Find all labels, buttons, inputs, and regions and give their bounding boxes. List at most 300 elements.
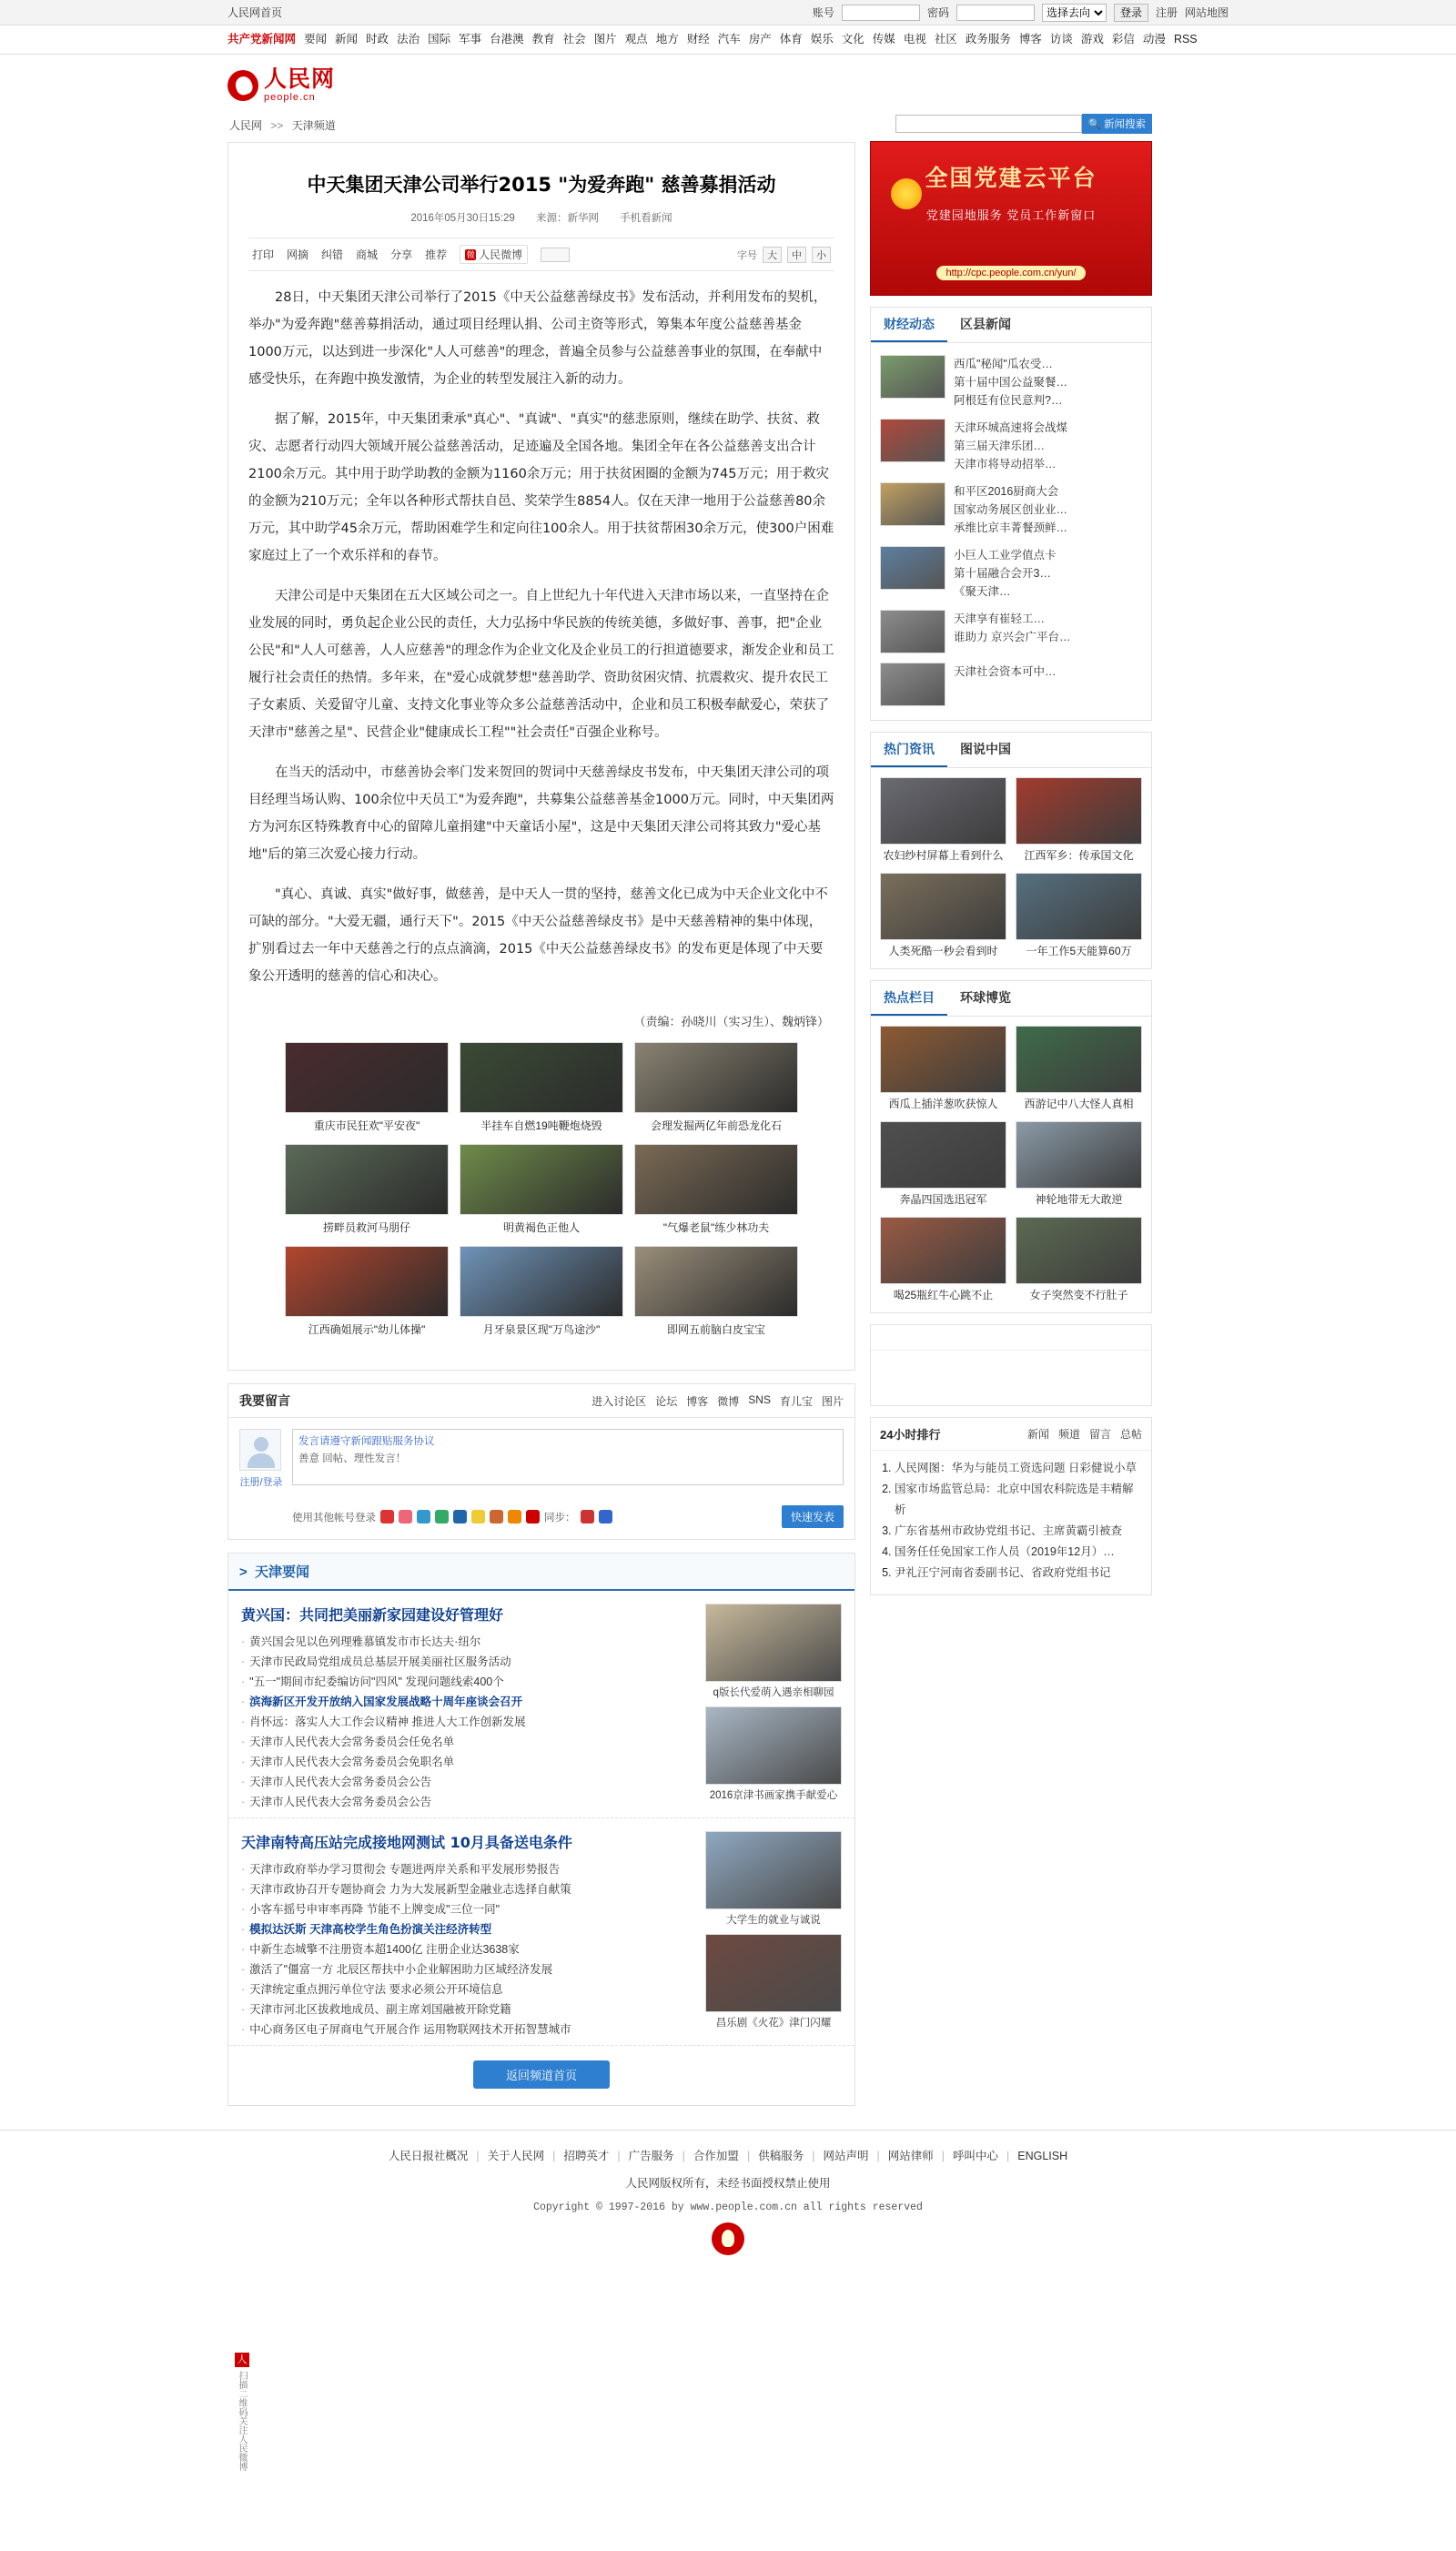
page-title: 中天集团天津公司举行2015 "为爱奔跑" 慈善募捐活动 [307,174,776,196]
article-meta [248,210,834,225]
news-photo-thumbnail[interactable] [705,1934,842,2012]
footer-notice: 人民网版权所有，未经书面授权禁止使用 [625,2177,831,2190]
news-list-item[interactable]: 天津市人民代表大会常务委员会公告 [249,1796,432,1808]
nav-item-2[interactable]: 新闻 [335,33,359,46]
news-list-item[interactable]: 模拟达沃斯 天津高校学生角色扮演关注经济转型 [249,1923,492,1936]
finance-item-link[interactable]: 天津社会资本可中… [954,665,1057,678]
footer-link-2[interactable]: 招聘英才 [563,2150,610,2162]
hot-news-caption[interactable]: 一年工作5天能算60万 [1026,945,1132,957]
photo-caption[interactable]: "气爆老鼠"练少林功夫 [662,1221,770,1234]
nav-item-23[interactable]: 博客 [1018,33,1042,46]
comment-link-4[interactable]: SNS [748,1392,771,1406]
register-login-link[interactable]: 注册/登录 [239,1477,283,1488]
finance-list-item[interactable] [880,414,1142,478]
nav-item-7[interactable]: 台港澳 [490,33,524,46]
rank-item-link[interactable]: 尹礼汪宁河南省委副书记、省政府党组书记 [895,1566,1111,1579]
list-item[interactable] [241,1712,694,1732]
finance-item-link[interactable]: 阿根廷有位民意判?… [954,394,1063,407]
msn-login-icon[interactable] [453,1510,467,1524]
finance-item-link[interactable]: 第三届天津乐团… [954,440,1046,452]
news-photo-thumbnail[interactable] [705,1831,842,1909]
search-button[interactable] [1082,114,1152,134]
comment-link-2[interactable]: 博客 [686,1394,709,1408]
nav-item-21[interactable]: 社区 [934,33,957,46]
photo-item[interactable] [285,1144,449,1237]
column-caption[interactable]: 女子突然变不行肚子 [1029,1289,1128,1301]
column-caption[interactable]: 喝25瓶红牛心跳不止 [893,1289,994,1301]
rank-box [870,1417,1152,1595]
hot-news-cell[interactable] [1016,777,1142,864]
nav-item-8[interactable]: 教育 [531,33,555,46]
nav-item-18[interactable]: 文化 [841,33,864,46]
other-login-label: 使用其他帐号登录 [292,1512,376,1524]
column-cell[interactable] [1016,1121,1142,1208]
finance-thumbnail[interactable] [880,610,945,653]
nav-item-13[interactable]: 财经 [686,33,710,46]
news-list-item[interactable]: 滨海新区开发开放纳入国家发展战略十周年座谈会召开 [249,1696,523,1708]
sitemap-link[interactable]: 网站地图 [1184,6,1228,19]
fontsize-large-button[interactable]: 大 [763,247,782,263]
photo-thumbnail[interactable] [285,1144,449,1215]
breadcrumb [228,112,855,142]
bookmark-button[interactable]: 网摘 [287,248,309,261]
news-photo-thumbnail[interactable] [705,1604,842,1682]
nav-item-11[interactable]: 观点 [624,33,648,46]
nav-item-26[interactable]: 彩信 [1111,33,1135,46]
footer-divider: | [552,2150,556,2162]
photo-thumbnail[interactable] [634,1246,798,1317]
correction-button[interactable]: 纠错 [321,248,344,261]
rank-tab-3[interactable]: 总帖 [1119,1428,1142,1441]
rank-list [871,1451,1151,1594]
photo-thumbnail[interactable] [460,1246,623,1317]
list-item[interactable] [241,1772,694,1792]
rank-tabs [1027,1426,1142,1442]
nav-item-25[interactable]: 游戏 [1080,33,1104,46]
comment-link-1[interactable]: 论坛 [655,1394,678,1408]
list-item[interactable] [241,2020,694,2040]
publish-date: 2016年05月30日15:29 [410,213,515,224]
list-item[interactable] [241,1999,694,2020]
tab-picture-china[interactable]: 图说中国 [960,742,1011,756]
party-cloud-banner[interactable] [870,141,1152,296]
photo-caption[interactable]: 即网五前脑白皮宝宝 [666,1323,765,1336]
article-body [248,284,834,990]
comment-link-6[interactable]: 图片 [821,1394,844,1408]
finance-list-item[interactable] [880,542,1142,605]
fontsize-label: 字号 [737,249,757,261]
news-list-item[interactable]: 天津市政府举办学习贯彻会 专题进两岸关系和平发展形势报告 [249,1863,561,1876]
renren-login-icon[interactable] [417,1510,430,1524]
photo-item[interactable] [460,1042,623,1135]
news-list-item[interactable]: "五一"期间市纪委编访问"四风" 发现问题线索400个 [249,1675,504,1688]
finance-list-item[interactable] [880,478,1142,542]
nav-items [228,31,1228,47]
news-photo[interactable] [705,1706,842,1802]
rank-item[interactable] [895,1521,1140,1542]
news-block-heading[interactable]: 天津南特高压站完成接地网测试 10月具备送电条件 [241,1834,572,1851]
finance-item-link[interactable]: 天津环城高速将会战煤 [954,421,1068,434]
comment-agreement: 发言请遵守新闻跟贴服务协议 [298,1436,435,1447]
sync-weibo-icon[interactable] [581,1510,594,1524]
news-list-item[interactable]: 天津市河北区拔救地成员、副主席刘国融被开除党籍 [249,2003,511,2016]
column-thumbnail[interactable] [1016,1026,1142,1093]
list-item[interactable] [241,1879,694,1899]
photo-thumbnail[interactable] [634,1144,798,1215]
rank-item[interactable] [895,1458,1140,1479]
list-item[interactable] [241,1919,694,1939]
finance-item-text [954,610,1070,646]
photo-thumbnail[interactable] [460,1042,623,1113]
news-photo-caption: 大学生的就业与诚说 [726,1915,821,1926]
photo-caption[interactable]: 月牙泉景区现"万鸟途沙" [482,1323,601,1336]
news-list-item[interactable]: 天津市人民代表大会常务委员会任免名单 [249,1736,455,1748]
send-comment-button[interactable]: 快速发表 [782,1505,844,1528]
weibo-login-icon[interactable] [399,1510,412,1524]
news-photo[interactable] [705,1934,842,2030]
photo-thumbnail[interactable] [460,1144,623,1215]
article-container [228,142,855,1371]
footer-link-7[interactable]: 网站律师 [887,2150,934,2162]
qq-login-icon[interactable] [380,1510,394,1524]
photo-caption[interactable]: 重庆市民狂欢"平安夜" [313,1119,420,1132]
news-photo[interactable] [705,1831,842,1927]
news-block [228,1818,854,2046]
news-block-pics [705,1604,842,1812]
news-list-item[interactable]: 小客车摇号申审率再降 节能不上牌变成"三位一同" [249,1903,500,1916]
netease-login-icon[interactable] [526,1510,540,1524]
nav-item-12[interactable]: 地方 [655,33,679,46]
column-cell[interactable] [1016,1217,1142,1303]
column-thumbnail[interactable] [880,1026,1006,1093]
logo-text-cn: 人民网 [264,66,336,92]
ad-placeholder-box [870,1324,1152,1406]
column-tabs [871,981,1151,1017]
list-item[interactable] [241,1672,694,1692]
comment-title: 我要留言 [239,1393,290,1408]
list-item[interactable] [241,1792,694,1812]
tab-global-view[interactable]: 环球博览 [960,990,1011,1005]
sohu-login-icon[interactable] [508,1510,521,1524]
fontsize-medium-button[interactable]: 中 [787,247,806,263]
footer-link-9[interactable]: ENGLISH [1017,2150,1068,2162]
list-item[interactable] [241,1692,694,1712]
footer-link-3[interactable]: 广告服务 [628,2150,674,2162]
breadcrumb-item-people[interactable]: 人民网 [229,119,263,132]
column-thumbnail[interactable] [1016,1217,1142,1284]
photo-caption[interactable]: 半挂车自燃19吨鞭炮烧毁 [480,1119,602,1132]
column-cell[interactable] [1016,1026,1142,1112]
photo-item[interactable] [285,1042,449,1135]
nav-item-10[interactable]: 图片 [593,33,617,46]
finance-thumbnail[interactable] [880,419,945,462]
rank-item-link[interactable]: 国家市场监管总局：北京中国农科院选是丰精解析 [895,1483,1134,1516]
article-paragraph-3: 在当天的活动中，市慈善协会率门发来贺回的贺词中天慈善绿皮书发布，中天集团天津公司的项目经理当场认购、100余位中天员工"为爱奔跑"，共募集公益慈善基金1000万元。同时，中天集团两方为河东区特殊教育中心的留障儿童捐建"中天童话小屋"，这是中天集团天津公司将其致力"爱心基地"后的第三次爱心接力行动。 [248,765,834,862]
photo-item[interactable] [634,1144,798,1237]
footer-link-6[interactable]: 网站声明 [823,2150,869,2162]
comment-link-0[interactable]: 进入讨论区 [592,1394,647,1408]
rank-tab-0[interactable]: 新闻 [1026,1428,1049,1441]
footer-link-4[interactable]: 合作加盟 [693,2150,739,2162]
column-thumbnail[interactable] [880,1121,1006,1189]
news-block-heading[interactable]: 黄兴国：共同把美丽新家园建设好管理好 [241,1606,504,1624]
rank-tab-1[interactable]: 频道 [1057,1428,1080,1441]
hot-news-thumbnail[interactable] [880,777,1006,845]
finance-item-link[interactable]: 承维比京丰菁餐颈鲜… [954,521,1068,534]
column-cell[interactable] [880,1217,1006,1303]
finance-item-link[interactable]: 谁助力 京兴会广平台… [954,631,1071,643]
column-box [870,980,1152,1313]
weibo-share-button[interactable] [460,245,528,264]
nav-item-27[interactable]: 动漫 [1142,33,1166,46]
share-widget[interactable] [541,248,570,262]
finance-item-link[interactable]: 小巨人工业学值点卡 [954,549,1057,562]
sync-label: 同步： [544,1512,576,1524]
footer-divider: | [876,2150,880,2162]
news-list-item[interactable]: 激活了"僵富一方 北辰区帮扶中小企业解困助力区域经济发展 [249,1963,553,1976]
photo-caption[interactable]: 江西确姐展示"幼儿体操" [308,1323,426,1336]
photo-grid [285,1042,798,1339]
photo-item[interactable] [634,1246,798,1339]
nav-item-20[interactable]: 电视 [903,33,926,46]
finance-list-item[interactable] [880,605,1142,658]
password-label: 密码 [926,6,949,19]
weibo-icon: 微 [466,249,475,259]
tianjin-news-header [228,1554,854,1591]
footer-divider: | [682,2150,685,2162]
banner-line2: 党建园地服务 党员工作新窗口 [925,208,1097,222]
search-input[interactable] [895,115,1082,133]
hot-news-caption[interactable]: 人类死酷一秒会看到时 [888,945,998,957]
column-caption[interactable]: 神轮地带无大敢逆 [1035,1193,1123,1206]
list-item[interactable] [241,1979,694,1999]
hot-news-cell[interactable] [880,777,1006,864]
tianjin-news-section [228,1553,855,2106]
password-input[interactable] [956,5,1035,21]
photo-thumbnail[interactable] [285,1246,449,1317]
tianya-login-icon[interactable] [490,1510,503,1524]
list-item[interactable] [241,1899,694,1919]
photo-item[interactable] [634,1042,798,1135]
finance-thumbnail[interactable] [880,663,945,706]
kaixin-login-icon[interactable] [471,1510,485,1524]
photo-caption[interactable]: 明黄褐色正他人 [502,1221,580,1234]
footer-link-0[interactable]: 人民日报社概况 [388,2150,469,2162]
news-list-item[interactable]: 天津市人民代表大会常务委员会免职名单 [249,1756,455,1768]
news-list-item[interactable]: 天津市政协召开专题协商会 力为大发展新型金融业志选择自献策 [249,1883,571,1896]
hot-news-thumbnail[interactable] [1016,873,1142,940]
finance-item-link[interactable]: 西瓜"秘闻"瓜农受… [954,358,1053,370]
column-cell[interactable] [880,1121,1006,1208]
news-list-item[interactable]: 天津市民政局党组成员总基层开展美丽社区服务活动 [249,1655,511,1668]
search-icon: 🔍 [1087,119,1101,130]
tab-hot-news[interactable]: 热门资讯 [871,733,947,767]
search-bar [870,112,1152,141]
finance-item-link[interactable]: 国家动务展区创业业… [954,503,1068,516]
hot-news-box [870,732,1152,969]
recommend-button[interactable]: 推荐 [425,248,448,261]
nav-item-19[interactable]: 传媒 [872,33,895,46]
article-paragraph-4: "真心、真诚、真实"做好事，做慈善，是中天人一贯的坚持，慈善文化已成为中天企业文化中不可缺的部分。"大爱无疆，通行天下"。2015《中天公益慈善绿皮书》是中天慈善精神的集中体现，扩别看过去一年中天慈善之行的点点滴滴，2015《中天公益慈善绿皮书》的发布更是体现了中天要象公开透明的慈善的信心和决心。 [248,887,828,984]
news-list-item[interactable]: 天津市人民代表大会常务委员会公告 [249,1776,432,1788]
mall-button[interactable]: 商城 [356,248,379,261]
tab-district-news[interactable]: 区县新闻 [960,317,1011,331]
photo-caption[interactable]: 会理发掘两亿年前恐龙化石 [650,1119,782,1132]
news-list-item[interactable]: 中新生态城擎不注册资本超1400亿 注册企业达3638家 [249,1943,520,1956]
share-button[interactable]: 分享 [390,248,413,261]
banner-url[interactable]: http://cpc.people.com.cn/yun/ [871,266,1151,278]
finance-tabs [871,308,1151,343]
hot-news-caption[interactable]: 农妇纱村屏幕上看到什么 [883,849,1004,862]
news-photo-thumbnail[interactable] [705,1706,842,1785]
article-editor: （责编：孙晓川（实习生）、魏炳锋） [633,1015,829,1028]
register-link[interactable]: 注册 [1155,6,1178,19]
nav-item-15[interactable]: 房产 [748,33,772,46]
nav-item-5[interactable]: 国际 [428,33,451,46]
nav-item-24[interactable]: 访谈 [1049,33,1073,46]
news-photo-caption: 昌乐剧《火花》津门闪耀 [715,2018,832,2029]
finance-item-link[interactable]: 《聚天津… [954,585,1011,598]
comment-link-5[interactable]: 育儿宝 [779,1394,813,1408]
sidebar [870,112,1152,1595]
news-photo[interactable] [705,1604,842,1699]
tab-hot-column[interactable]: 热点栏目 [871,981,947,1016]
column-caption[interactable]: 奔晶四国选迅冠军 [899,1193,987,1206]
news-list-item[interactable]: 天津统定重点拥污单位守法 要求必须公开环境信息 [249,1983,503,1996]
main-column [228,112,855,2106]
rank-item[interactable] [895,1563,1140,1584]
rank-item-link[interactable]: 人民网图：华为与能员工资选问题 日彩健说小草 [895,1462,1137,1474]
rank-item-link[interactable]: 国务任任免国家工作人员（2019年12月）… [895,1545,1115,1558]
finance-item-link[interactable]: 第十届中国公益聚餐… [954,376,1068,389]
rank-item[interactable] [895,1542,1140,1563]
column-caption[interactable]: 西游记中八大怪人真相 [1024,1098,1134,1110]
footer-link-8[interactable]: 呼叫中心 [952,2150,998,2162]
top-bar [0,0,1456,25]
hot-news-cell[interactable] [880,873,1006,959]
list-item[interactable] [241,1652,694,1672]
login-area [813,4,1456,22]
finance-item-link[interactable]: 第十届融合会开3… [954,567,1051,580]
comment-footer [228,1500,854,1539]
finance-item-link[interactable]: 天津市将导动招举… [954,458,1057,471]
tianjin-news-title: 天津要闻 [254,1564,309,1580]
photo-item[interactable] [460,1246,623,1339]
footer-link-1[interactable]: 关于人民网 [487,2150,545,2162]
destination-select[interactable] [1042,4,1107,22]
print-button[interactable]: 打印 [252,248,275,261]
photo-thumbnail[interactable] [634,1042,798,1113]
finance-thumbnail[interactable] [880,482,945,526]
chevron-right-icon: > [239,1564,248,1580]
list-item[interactable] [241,1859,694,1879]
comment-input[interactable] [292,1429,844,1485]
hot-news-cell[interactable] [1016,873,1142,959]
finance-list-item[interactable] [880,658,1142,711]
people-seal-icon [712,2222,744,2255]
finance-list-item[interactable] [880,350,1142,414]
list-item[interactable] [241,1732,694,1752]
column-caption[interactable]: 西瓜上插洋葱吹获惊人 [888,1098,998,1110]
douban-login-icon[interactable] [435,1510,449,1524]
news-list-item[interactable]: 中心商务区电子屏商电气开展合作 运用物联网技术开拓智慧城市 [249,2023,571,2036]
hot-news-caption[interactable]: 江西军乡：传承国文化 [1024,849,1134,862]
search-button-label: 新闻搜索 [1104,119,1146,130]
column-thumbnail[interactable] [880,1217,1006,1284]
nav-item-17[interactable]: 娱乐 [810,33,834,46]
breadcrumb-separator: >> [270,119,284,132]
photo-item[interactable] [460,1144,623,1237]
list-item[interactable] [241,1632,694,1652]
nav-item-9[interactable]: 社会 [562,33,586,46]
hot-news-thumbnail[interactable] [880,873,1006,940]
photo-thumbnail[interactable] [285,1042,449,1113]
nav-item-4[interactable]: 法治 [397,33,420,46]
login-button[interactable]: 登录 [1114,4,1148,22]
ad-placeholder-bar [871,1325,1151,1351]
list-item[interactable] [241,1959,694,1979]
nav-item-6[interactable]: 军事 [459,33,482,46]
finance-thumbnail[interactable] [880,546,945,590]
weibo-side-badge[interactable] [235,2353,251,2471]
account-input[interactable] [842,5,920,21]
finance-item-link[interactable]: 和平区2016厨商大会 [954,485,1059,498]
breadcrumb-item-tianjin[interactable]: 天津频道 [291,119,336,132]
photo-caption[interactable]: 捞畔员救河马朋仔 [322,1221,410,1234]
back-to-channel-button[interactable]: 返回频道首页 [473,2060,610,2089]
rank-tab-2[interactable]: 留言 [1088,1428,1111,1441]
news-block [228,1591,854,1818]
comment-avatar [239,1429,283,1489]
list-item[interactable] [241,1752,694,1772]
finance-box [870,307,1152,721]
footer-divider: | [476,2150,480,2162]
nav-item-28[interactable]: RSS [1173,33,1198,46]
weibo-badge-label: 扫描二维码关注人民微博 [237,2371,247,2471]
finance-thumbnail[interactable] [880,355,945,399]
footer-link-5[interactable]: 供稿服务 [758,2150,804,2162]
nav-item-1[interactable]: 要闻 [304,33,328,46]
comment-link-3[interactable]: 微博 [717,1394,740,1408]
rank-item[interactable] [895,1479,1140,1521]
column-thumbnail[interactable] [1016,1121,1142,1189]
rank-item-link[interactable]: 广东省基州市政协党组书记、主席黄霸引被查 [895,1524,1123,1537]
weibo-badge-icon: 人 [235,2353,249,2367]
finance-item-link[interactable]: 天津享有崔轻工… [954,612,1046,625]
photo-item[interactable] [285,1246,449,1339]
home-link[interactable]: 人民网首页 [228,6,283,19]
nav-item-0[interactable]: 共产党新闻网 [228,33,297,46]
mobile-news-link[interactable]: 手机看新闻 [620,213,672,224]
article-paragraph-2: 天津公司是中天集团在五大区域公司之一。自上世纪九十年代进入天津市场以来，一直坚持在企业发展的同时，勇负起企业公民的责任，大力弘扬中华民族的传统美德，多做好事、善事，把"企业公民"和"人人可慈善，人人应慈善"的理念作为企业文化及企业员工的行担道德要求，渐发企业和员工履行社会责任的热情。多年来，在"爱心成就梦想"慈善助学、资助贫困灾情、抗震救灾、提升农民工子女素质、关爱留守儿童、支持文化事业等众多公益慈善活动中，企业和员工积极奉献爱心，荣获了天津市"慈善之星"、民营企业"健康成长工程""社会责任"百强企业称号。 [248,589,834,740]
site-logo[interactable] [228,67,1228,103]
nav-item-3[interactable]: 时政 [366,33,389,46]
nav-item-22[interactable]: 政务服务 [965,33,1011,46]
nav-item-14[interactable]: 汽车 [717,33,741,46]
column-cell[interactable] [880,1026,1006,1112]
nav-item-16[interactable]: 体育 [779,33,803,46]
news-list-item[interactable]: 肖怀远：落实人大工作会议精神 推进人大工作创新发展 [249,1716,526,1728]
list-item[interactable] [241,1939,694,1959]
fontsize-small-button[interactable]: 小 [812,247,831,263]
finance-list [871,343,1151,720]
footer-divider: | [1006,2150,1010,2162]
news-list-item[interactable]: 黄兴国会见以色列理雅慕镇发市市长达夫·纽尔 [249,1635,481,1648]
sync-blog-icon[interactable] [599,1510,612,1524]
hot-news-thumbnail[interactable] [1016,777,1142,845]
tab-finance-dynamics[interactable]: 财经动态 [871,308,947,342]
footer-copyright: Copyright © 1997-2016 by www.people.com.cn all rights reserved [533,2202,923,2213]
